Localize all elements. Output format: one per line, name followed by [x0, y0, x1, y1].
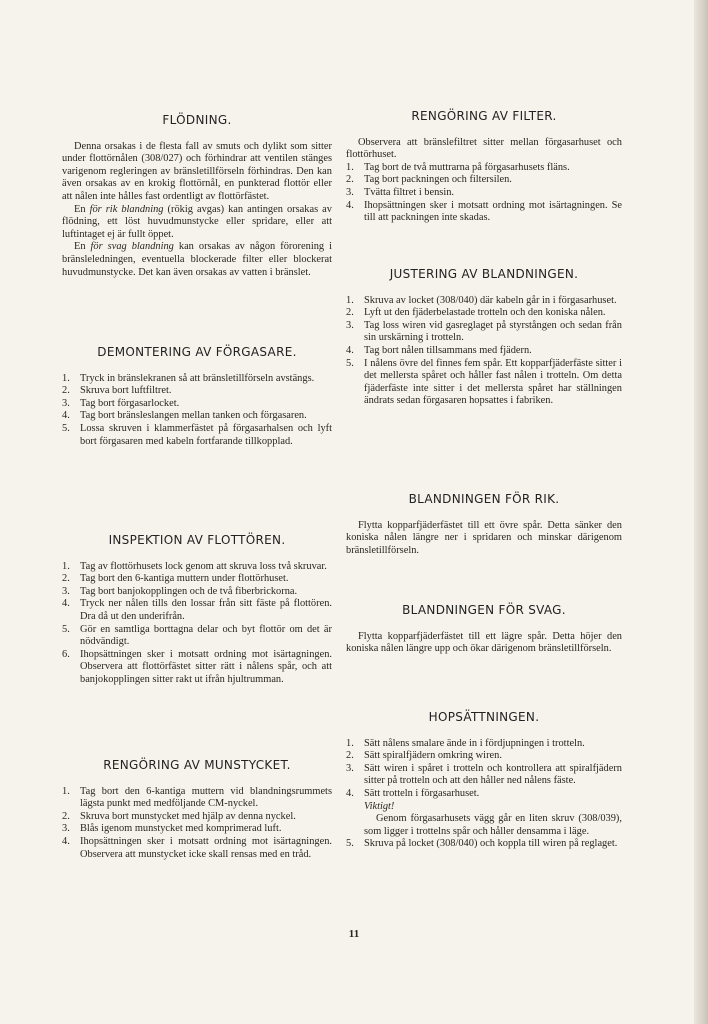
item-number: 2. — [346, 174, 354, 186]
item-number: 4. — [62, 835, 70, 847]
item-number: 4. — [346, 787, 354, 799]
item-text: Tag bort nålen tillsammans med fjädern. — [364, 344, 532, 356]
list-item — [346, 738, 622, 751]
list-item — [62, 398, 332, 411]
list-item — [346, 750, 622, 763]
list-item — [62, 836, 332, 861]
item-number: 1. — [62, 785, 70, 797]
item-text: Skruva bort luftfiltret. — [80, 385, 172, 397]
flodning-paragraph-3: En för svag blandning kan orsakas av någon förorening i bränsleledningen, eventuella blockerade filter eller blockerat huvudmunstycke. Det kan även orsakas av vatten i bränslet. — [62, 241, 332, 278]
list-item — [346, 307, 622, 320]
list-demontering — [62, 373, 332, 449]
item-text: Tag av flottörhusets lock genom att skruva loss två skruvar. — [80, 560, 327, 572]
item-number: 2. — [62, 385, 70, 397]
svag-text: Flytta kopparfjäderfästet till ett lägre spår. Detta höjer den koniska nålen längre upp och ökar därigenom bränsletillförseln. — [346, 630, 622, 655]
item-number: 4. — [62, 410, 70, 422]
item-text: Tag bort banjokopplingen och de två fiberbrickorna. — [80, 585, 298, 597]
list-filter — [346, 162, 622, 225]
heading-svag: BLANDNINGEN FÖR SVAG. — [402, 603, 566, 617]
item-text: Lossa skruven i klammerfästet på förgasarhalsen och lyft bort förgasaren med kabeln fortfarande tillkopplad. — [80, 422, 332, 447]
item-text: Tag loss wiren vid gasreglaget på styrstången och sedan från sin urskärning i trotteln. — [364, 319, 622, 344]
item-number: 5. — [62, 623, 70, 635]
item-number: 4. — [62, 598, 70, 610]
list-item — [346, 763, 622, 788]
item-text: Tag bort förgasarlocket. — [80, 397, 180, 409]
item-text: Sätt spiralfjädern omkring wiren. — [364, 750, 502, 762]
item-number: 2. — [346, 307, 354, 319]
item-number: 1. — [346, 161, 354, 173]
list-item — [62, 598, 332, 623]
item-text: Skruva på locket (308/040) och koppla till wiren på reglaget. — [364, 838, 618, 850]
section-demontering — [62, 346, 332, 448]
item-text: Tag bort bränsleslangen mellan tanken och förgasaren. — [80, 410, 307, 422]
item-text: Tryck in bränslekranen så att bränsletillförseln avstängs. — [80, 372, 315, 384]
item-text: Tag bort packningen och filtersilen. — [364, 174, 512, 186]
item-number: 3. — [346, 186, 354, 198]
section-inspektion — [62, 534, 332, 687]
section-filter — [346, 110, 622, 225]
flodning-paragraph-2: En för rik blandning (rökig avgas) kan antingen orsakas av flödning, ett löst huvudmunstycke eller spridare, eller att luftintaget ej är fullt öppet. — [62, 203, 332, 240]
item-number: 1. — [62, 560, 70, 572]
item-text: I nålens övre del finnes fem spår. Ett kopparfjäderfäste sitter i det mellersta spåret och håller fast nålen i trotteln. Om detta fjäderfäste inte sitter i det mellersta spåret har ställningen ändrats sedan förgasaren hopsattes i fabriken. — [364, 357, 622, 407]
list-item — [62, 649, 332, 687]
list-hopsattningen-end — [346, 838, 622, 851]
list-item — [346, 345, 622, 358]
list-munstycket — [62, 786, 332, 862]
heading-inspektion: INSPEKTION AV FLOTTÖREN. — [108, 533, 286, 547]
item-text: Tvätta filtret i bensin. — [364, 186, 455, 198]
list-item — [346, 200, 622, 225]
section-munstycket — [62, 759, 332, 861]
list-item — [62, 561, 332, 574]
list-item — [62, 373, 332, 386]
list-item — [62, 423, 332, 448]
item-text: Ihopsättningen sker i motsatt ordning mot isärtagningen. Observera att flottörfästet sitter rätt i nålens spår, och att banjokopplingen sitter rakt ut ifrån hjultrumman. — [80, 648, 332, 685]
list-item — [62, 811, 332, 824]
item-text: Tag bort den 6-kantiga muttern vid blandningsrummets lägsta punkt med medföljande CM-nyckel. — [80, 785, 332, 810]
list-item — [62, 573, 332, 586]
section-rik — [346, 493, 622, 557]
list-item — [346, 162, 622, 175]
list-item — [62, 385, 332, 398]
item-text: Gör en samtliga borttagna delar och byt flottör om det är nödvändigt. — [80, 623, 332, 648]
heading-demontering: DEMONTERING AV FÖRGASARE. — [97, 345, 297, 359]
list-item — [346, 358, 622, 408]
heading-flodning: FLÖDNING. — [162, 113, 232, 127]
important-note — [346, 801, 622, 839]
item-text: Ihopsättningen sker i motsatt ordning mot isärtagningen. Observera att munstycket icke skall rensas med en tråd. — [80, 835, 332, 860]
list-item — [62, 410, 332, 423]
section-flodning — [62, 114, 332, 279]
item-number: 3. — [346, 762, 354, 774]
list-item — [346, 320, 622, 345]
item-text: Sätt nålens smalare ände in i fördjupningen i trotteln. — [364, 737, 585, 749]
rik-text: Flytta kopparfjäderfästet till ett övre spår. Detta sänker den koniska nålen längre ner i spridaren och minskar därigenom bränsletillförseln. — [346, 519, 622, 556]
heading-justering: JUSTERING AV BLANDNINGEN. — [389, 267, 579, 281]
list-item — [62, 586, 332, 599]
filter-intro: Observera att bränslefiltret sitter mellan förgasarhuset och flottörhuset. — [346, 136, 622, 161]
item-number: 4. — [346, 199, 354, 211]
list-item — [62, 786, 332, 811]
item-number: 3. — [346, 319, 354, 331]
item-text: Tag bort den 6-kantiga muttern under flottörhuset. — [80, 573, 289, 585]
list-item — [346, 838, 622, 851]
list-inspektion — [62, 561, 332, 687]
item-number: 1. — [346, 737, 354, 749]
item-text: Lyft ut den fjäderbelastade trotteln och den koniska nålen. — [364, 307, 606, 319]
note-body: Genom förgasarhusets vägg går en liten skruv (308/039), som ligger i trottelns spår och håller densamma i läge. — [364, 813, 622, 837]
item-number: 6. — [62, 648, 70, 660]
heading-rik: BLANDNINGEN FÖR RIK. — [408, 492, 560, 506]
term-weak-mixture: för svag blandning — [90, 241, 174, 253]
list-hopsattningen — [346, 738, 622, 801]
item-number: 5. — [62, 422, 70, 434]
note-title: Viktigt! — [364, 800, 395, 812]
item-number: 3. — [62, 397, 70, 409]
item-text: Ihopsättningen sker i motsatt ordning mot isärtagningen. Se till att packningen inte skadas. — [364, 199, 622, 224]
item-text: Tag bort de två muttrarna på förgasarhusets fläns. — [364, 161, 570, 173]
item-number: 1. — [62, 372, 70, 384]
list-item — [62, 823, 332, 836]
item-number: 2. — [346, 750, 354, 762]
item-text: Sätt wiren i spåret i trotteln och kontrollera att spiralfjädern sitter på trotteln och att den håller ned nålens fäste. — [364, 762, 622, 787]
item-number: 4. — [346, 344, 354, 356]
item-text: Skruva bort munstycket med hjälp av denna nyckel. — [80, 810, 296, 822]
term-rich-mixture: för rik blandning — [89, 203, 164, 215]
section-svag — [346, 604, 622, 656]
section-hopsattningen — [346, 711, 622, 851]
heading-filter: RENGÖRING AV FILTER. — [411, 109, 557, 123]
item-text: Skruva av locket (308/040) där kabeln går in i förgasarhuset. — [364, 294, 617, 306]
item-number: 5. — [346, 838, 354, 850]
item-number: 5. — [346, 357, 354, 369]
item-number: 1. — [346, 294, 354, 306]
item-number: 2. — [62, 810, 70, 822]
page-number: 11 — [348, 928, 360, 940]
heading-munstycket: RENGÖRING AV MUNSTYCKET. — [103, 758, 291, 772]
list-item — [346, 788, 622, 801]
list-item — [62, 624, 332, 649]
list-item — [346, 295, 622, 308]
list-item — [346, 174, 622, 187]
item-text: Sätt trotteln i förgasarhuset. — [364, 787, 480, 799]
flodning-paragraph-1: Denna orsakas i de flesta fall av smuts och dylikt som sitter under flottörnålen (308/027) och förhindrar att ventilen stänges varigenom regleringen av bränsletillförseln förhindras. Den kan även orsakas av en krokig flottörnål, en punkterad flottör eller att nålen inte hålles fast ordentligt av flottörfästet. — [62, 140, 332, 202]
section-justering — [346, 268, 622, 408]
item-text: Tryck ner nålen tills den lossar från sitt fäste på flottören. Dra då ut den underifrån. — [80, 598, 332, 622]
item-number: 3. — [62, 585, 70, 597]
list-justering — [346, 295, 622, 408]
page-edge — [694, 0, 708, 1024]
item-number: 3. — [62, 823, 70, 835]
item-text: Blås igenom munstycket med komprimerad luft. — [80, 823, 282, 835]
item-number: 2. — [62, 573, 70, 585]
list-item — [346, 187, 622, 200]
heading-hopsattningen: HOPSÄTTNINGEN. — [428, 710, 540, 724]
